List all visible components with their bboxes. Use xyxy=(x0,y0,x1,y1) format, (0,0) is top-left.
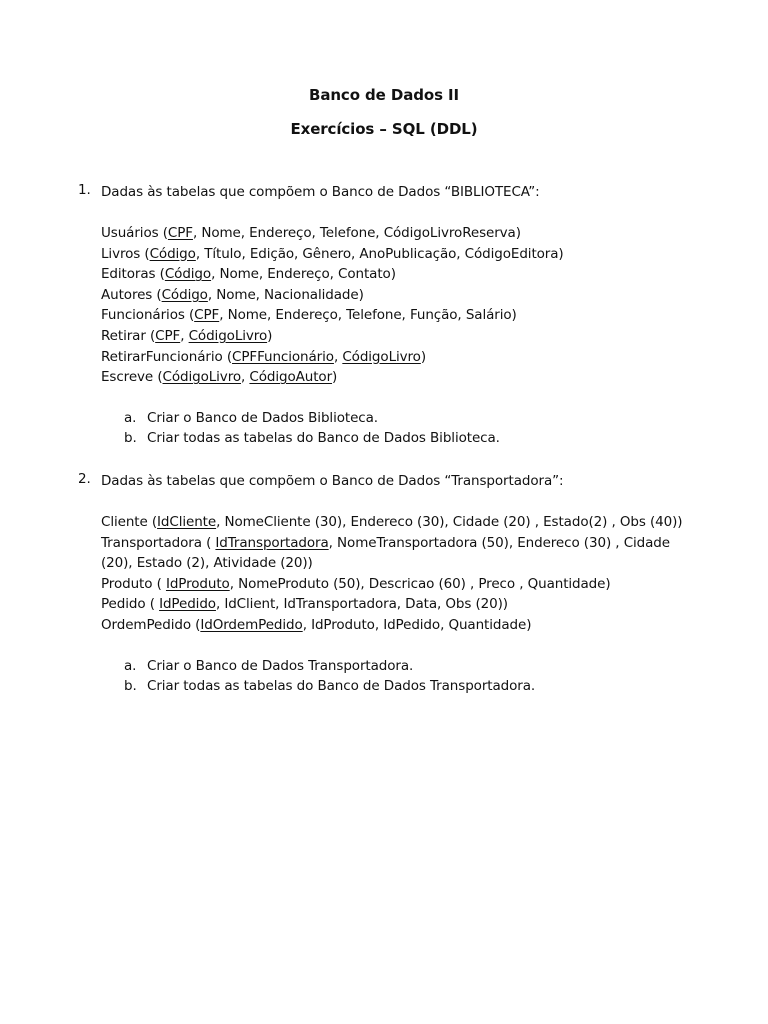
primary-key: IdTransportadora xyxy=(215,534,329,551)
subitem-letter: b. xyxy=(124,430,137,447)
table-line-cliente: Cliente (IdCliente, NomeCliente (30), Endereco (30), Cidade (20) , Estado(2) , Obs (40)) xyxy=(101,514,683,530)
table-line-transportadora: Transportadora ( IdTransportadora, NomeTransportadora (50), Endereco (30) , Cidade (20), Estado (2), Atividade (20)) xyxy=(101,534,670,572)
primary-key: IdCliente xyxy=(157,514,217,530)
primary-key: Código xyxy=(149,245,196,262)
subitem-text: Criar todas as tabelas do Banco de Dados Transportadora. xyxy=(147,678,536,695)
table-line-autores: Autores (Código, Nome, Nacionalidade) xyxy=(101,286,364,303)
question-text: Dadas às tabelas que compõem o Banco de Dados “BIBLIOTECA”: xyxy=(101,184,540,200)
primary-key: CódigoLivro xyxy=(342,348,421,365)
primary-key: CPF xyxy=(167,225,193,241)
document-title: Banco de Dados II xyxy=(308,86,459,104)
question-text: Dadas às tabelas que compõem o Banco de Dados “Transportadora”: xyxy=(101,473,564,489)
primary-key: CPF xyxy=(155,327,181,344)
primary-key: IdPedido xyxy=(159,596,216,613)
primary-key: CódigoLivro xyxy=(188,327,268,344)
question-2 xyxy=(78,471,718,697)
table-list xyxy=(101,223,718,388)
subitem xyxy=(124,676,718,697)
primary-key: Código xyxy=(164,266,212,283)
subitem-list xyxy=(124,408,718,449)
subitem-list xyxy=(124,656,718,697)
table-line-escreve: Escreve (CódigoLivro, CódigoAutor) xyxy=(101,369,338,386)
table-line-produto: Produto ( IdProduto, NomeProduto (50), Descricao (60) , Preco , Quantidade) xyxy=(101,575,611,592)
subitem xyxy=(124,408,718,429)
primary-key: IdProduto xyxy=(165,575,230,592)
primary-key: CPF xyxy=(194,307,220,324)
primary-key: Código xyxy=(161,286,208,303)
subitem-text: Criar todas as tabelas do Banco de Dados Biblioteca. xyxy=(147,430,500,447)
subitem-letter: b. xyxy=(124,678,137,695)
document-subtitle: Exercícios – SQL (DDL) xyxy=(290,120,478,138)
question-number: 1. xyxy=(78,182,91,198)
table-line-usuarios: Usuários (CPF, Nome, Endereço, Telefone, CódigoLivroReserva) xyxy=(101,225,521,241)
table-line-editoras: Editoras (Código, Nome, Endereço, Contato) xyxy=(101,266,396,283)
subitem-text: Criar o Banco de Dados Biblioteca. xyxy=(147,409,378,426)
subitem-text: Criar o Banco de Dados Transportadora. xyxy=(147,657,414,674)
primary-key: IdOrdemPedido xyxy=(200,616,303,633)
table-list xyxy=(101,512,718,636)
subitem xyxy=(124,656,718,677)
primary-key: CPFFuncionário xyxy=(232,348,334,365)
primary-key: CódigoAutor xyxy=(249,369,333,386)
primary-key: CódigoLivro xyxy=(162,369,242,386)
table-line-funcionarios: Funcionários (CPF, Nome, Endereço, Telefone, Função, Salário) xyxy=(101,307,517,324)
table-line-retirar: Retirar (CPF, CódigoLivro) xyxy=(101,327,273,344)
table-line-pedido: Pedido ( IdPedido, IdClient, IdTransportadora, Data, Obs (20)) xyxy=(101,596,508,613)
table-line-ordempedido: OrdemPedido (IdOrdemPedido, IdProduto, IdPedido, Quantidade) xyxy=(101,616,532,633)
table-line-retirarfuncionario: RetirarFuncionário (CPFFuncionário, CódigoLivro) xyxy=(101,348,427,365)
question-number: 2. xyxy=(78,471,91,487)
table-line-livros: Livros (Código, Título, Edição, Gênero, AnoPublicação, CódigoEditora) xyxy=(101,245,564,262)
question-1 xyxy=(78,182,718,449)
subitem-letter: a. xyxy=(124,409,137,426)
subitem xyxy=(124,428,718,449)
subitem-letter: a. xyxy=(124,657,137,674)
